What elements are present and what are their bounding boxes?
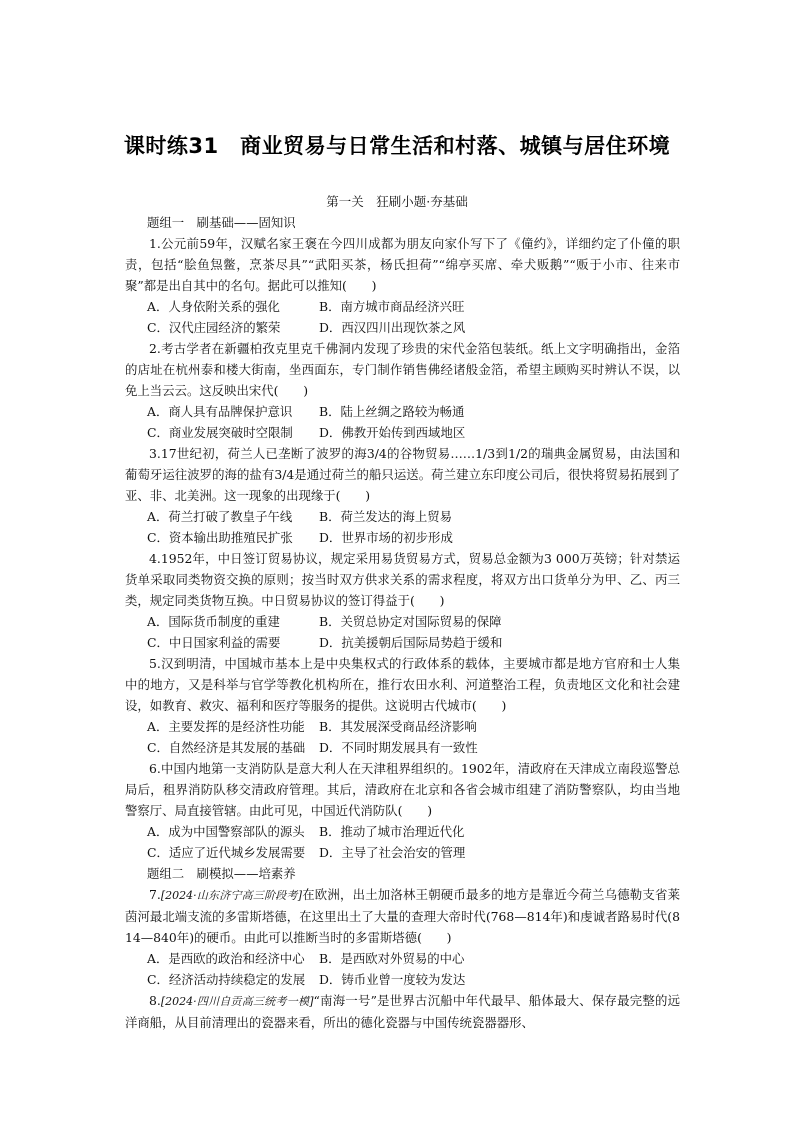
page-title: 课时练31 商业贸易与日常生活和村落、城镇与居住环境 [123,134,671,158]
option: B．荷兰发达的海上贸易 [319,509,453,524]
option: A．人身依附关系的强化 [147,299,280,314]
question: 2.考古学者在新疆柏孜克里克千佛洞内发现了珍贵的宋代金箔包装纸。纸上文字明确指出，金箔的店址在杭州泰和楼大街南，坐西面东，专门制作销售佛经诸般金箔，希望主顾购买时辨认不误，以免上当云云。这反映出宋代( ) [125,341,680,398]
question: 1.公元前59年，汉赋名家王褒在今四川成都为朋友向家仆写下了《僮约》，详细约定了仆僮的职责，包括“脍鱼炰鳖，烹茶尽具”“武阳买茶，杨氏担荷”“绵亭买席、牵犬贩鹅”“贩于小市、往来市聚”都是出自其中的名句。据此可以推知( ) [125,236,680,293]
option: B．是西欧对外贸易的中心 [319,951,465,966]
question-options [125,948,680,990]
question-source: [2024·山东济宁高三阶段考] [160,889,302,902]
option: D．世界市场的初步形成 [319,530,453,545]
option: C．资本输出助推殖民扩张 [147,530,293,545]
option: B．关贸总协定对国际贸易的保障 [319,614,502,629]
option: D．主导了社会治安的管理 [319,845,466,860]
option: A．主要发挥的是经济性功能 [147,719,305,734]
question: 6.中国内地第一支消防队是意大利人在天津租界组织的。1902年，清政府在天津成立南段巡警总局后，租界消防队移交清政府管理。其后，清政府在北京和各省会城市组建了消防警察队，均由当地警察厅、局直接管辖。由此可见，中国近代消防队( ) [125,761,680,818]
question: 8.[2024·四川自贡高三统考一模]“南海一号”是世界古沉船中年代最早、船体最大、保存最完整的远洋商船，从目前清理出的瓷器来看，所出的德化瓷器与中国传统瓷器器形、 [125,993,680,1030]
option: C．适应了近代城乡发展需要 [147,845,306,860]
option: D．佛教开始传到西域地区 [319,425,466,440]
option: A．是西欧的政治和经济中心 [147,951,305,966]
option: B．推动了城市治理近代化 [319,824,465,839]
question-options [125,821,680,863]
option: C．自然经济是其发展的基础 [147,740,306,755]
option: C．商业发展突破时空限制 [147,425,293,440]
question-source: [2024·四川自贡高三统考一模] [160,995,314,1008]
option: A．荷兰打破了教皇子午线 [147,509,293,524]
question-options [125,716,680,758]
option: D．铸币业曾一度较为发达 [319,972,466,987]
question: 4.1952年，中日签订贸易协议，规定采用易货贸易方式，贸易总金额为3 000万英镑；针对禁运货单采取同类物资交换的原则；按当时双方供求关系的需求程度，将双方出口货单分为甲、乙、丙三类，规定同类货物互换。中日贸易协议的签订得益于( ) [125,551,680,608]
option: C．中日国家利益的需要 [147,635,281,650]
option: A．商人具有品牌保护意识 [147,404,293,419]
question-options [125,611,680,653]
option: D．西汉四川出现饮茶之风 [319,320,466,335]
option: B．陆上丝绸之路较为畅通 [319,404,465,419]
group-heading: 题组二 刷模拟——培素养 [147,866,296,881]
question: 7.[2024·山东济宁高三阶段考]在欧洲，出土加洛林王朝硬币最多的地方是靠近今荷兰乌德勒支省莱茵河最北端支流的多雷斯塔德，在这里出土了大量的查理大帝时代(768—814年)和虔诚者路易时代(814—840年)的硬币。由此可以推断当时的多雷斯塔德( ) [125,887,680,945]
option: B．其发展深受商品经济影响 [319,719,477,734]
option: A．国际货币制度的重建 [147,614,280,629]
option: C．经济活动持续稳定的发展 [147,972,306,987]
option: B．南方城市商品经济兴旺 [319,299,465,314]
option: C．汉代庄园经济的繁荣 [147,320,281,335]
question-options [125,401,680,443]
option: A．成为中国警察部队的源头 [147,824,305,839]
question-options [125,296,680,338]
section-heading: 第一关 狂刷小题·夯基础 [326,194,468,209]
question: 3.17世纪初，荷兰人已垄断了波罗的海3/4的谷物贸易……1/3到1/2的瑞典金属贸易，由法国和葡萄牙运往波罗的海的盐有3/4是通过荷兰的船只运送。荷兰建立东印度公司后，很快将贸易拓展到了亚、非、北美洲。这一现象的出现缘于( ) [125,446,680,503]
option: D．抗美援朝后国际局势趋于缓和 [319,635,503,650]
document-body [125,212,680,1033]
group-heading: 题组一 刷基础——固知识 [147,215,296,230]
option: D．不同时期发展具有一致性 [319,740,478,755]
question-options [125,506,680,548]
question: 5.汉到明清，中国城市基本上是中央集权式的行政体系的载体，主要城市都是地方官府和士人集中的地方，又是科举与官学等教化机构所在，推行农田水利、河道整治工程，负责地区文化和社会建设，如教育、救灾、福利和医疗等服务的提供。这说明古代城市( ) [125,656,680,713]
